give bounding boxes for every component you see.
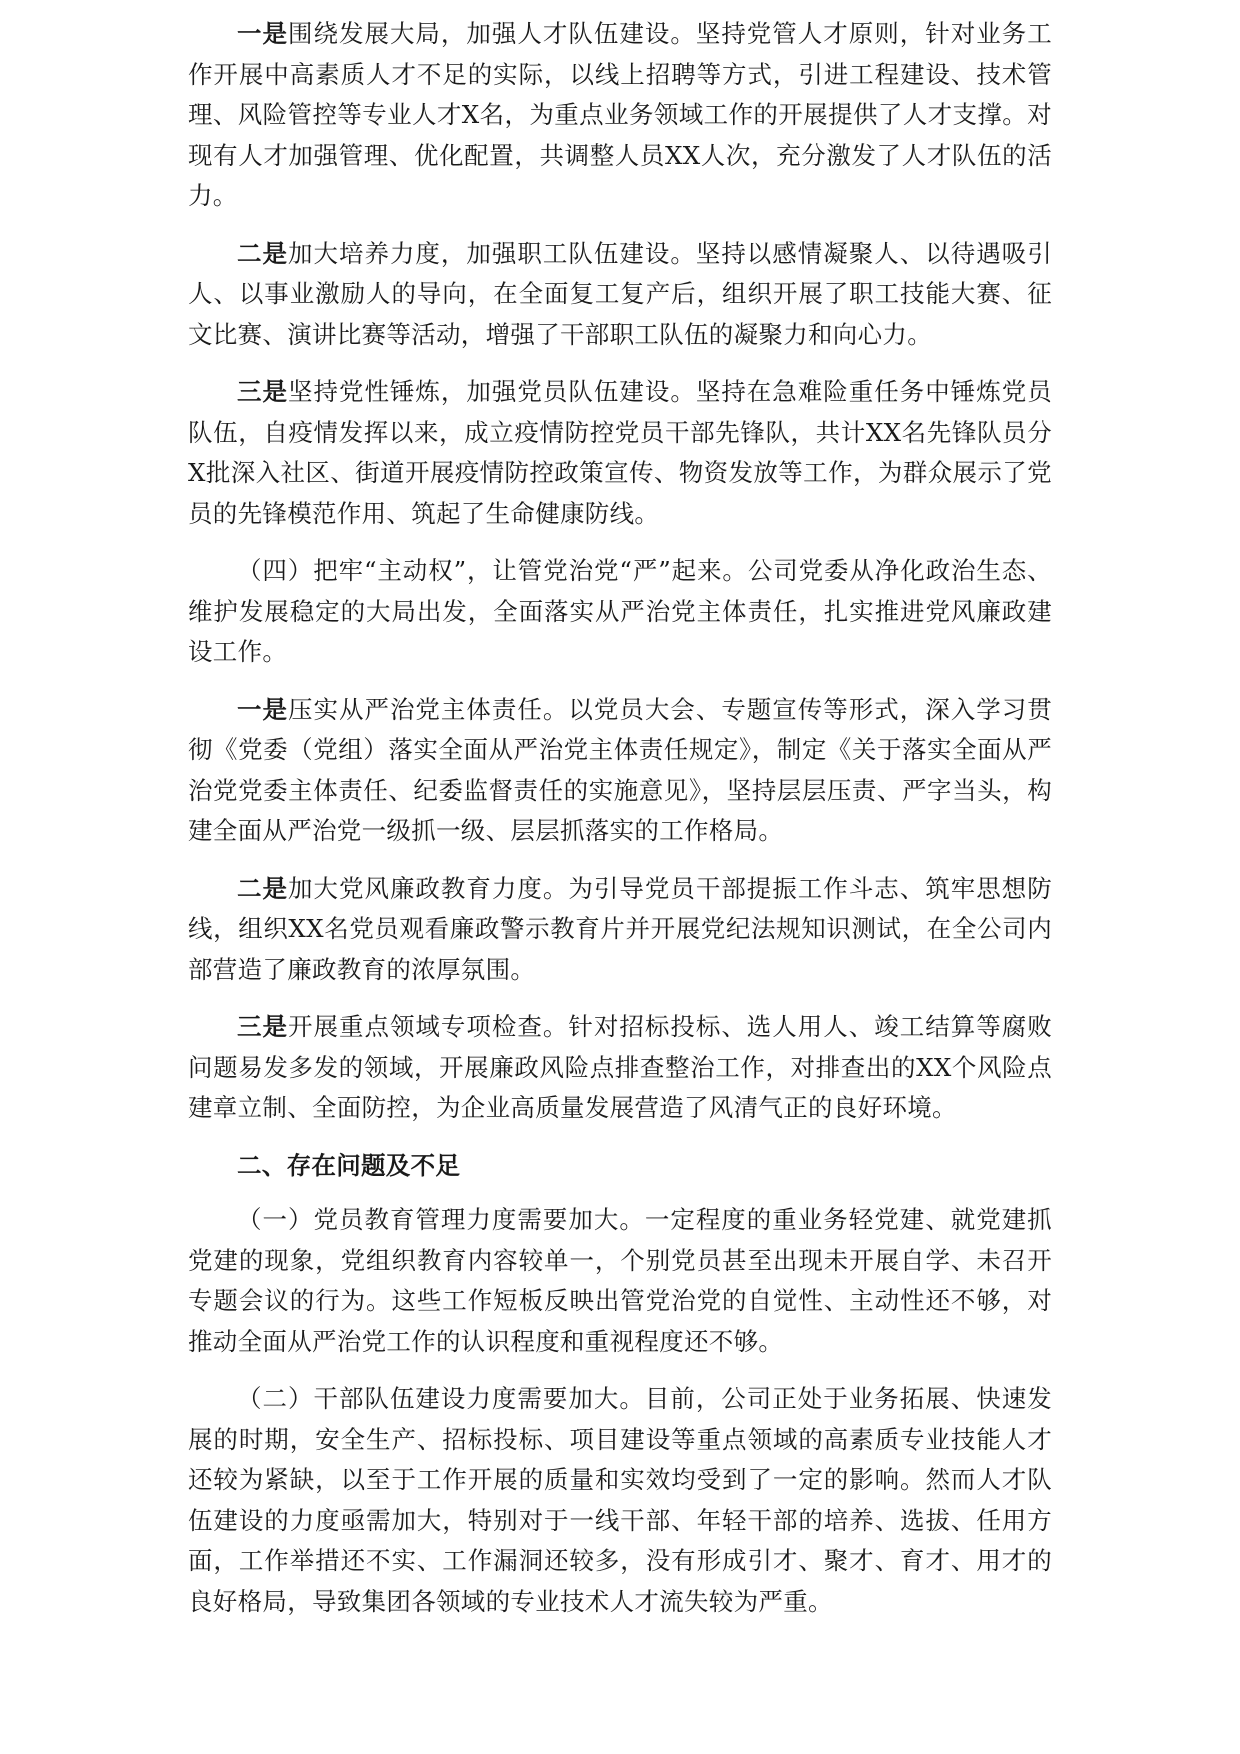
document-page — [188, 14, 1052, 1639]
paragraph-text: （四）把牢“主动权”，让管党治党“严”起来。公司党委从净化政治生态、维护发展稳定的大局出发，全面落实从严治党主体责任，扎实推进党风廉政建设工作。 — [188, 556, 1052, 666]
paragraph-text: 围绕发展大局，加强人才队伍建设。坚持党管人才原则，针对业务工作开展中高素质人才不足的实际，以线上招聘等方式，引进工程建设、技术管理、风险管控等专业人才X名，为重点业务领域工作的开展提供了人才支撑。对现有人才加强管理、优化配置，共调整人员XX人次，充分激发了人才队伍的活力。 — [188, 19, 1052, 210]
paragraph-text: 加大党风廉政教育力度。为引导党员干部提振工作斗志、筑牢思想防线，组织XX名党员观看廉政警示教育片并开展党纪法规知识测试，在全公司内部营造了廉政教育的浓厚氛围。 — [188, 873, 1052, 984]
paragraph-lead: 一是 — [237, 694, 288, 724]
paragraph-integrity-education — [188, 869, 1052, 991]
section-heading: 二、存在问题及不足 — [237, 1150, 461, 1180]
paragraph-lead: 二是 — [237, 873, 288, 903]
paragraph-main-responsibility — [188, 690, 1052, 852]
paragraph-text: 开展重点领域专项检查。针对招标投标、选人用人、竣工结算等腐败问题易发多发的领域，开展廉政风险点排查整治工作，对排查出的XX个风险点建章立制、全面防控，为企业高质量发展营造了风清气正的良好环境。 — [188, 1012, 1052, 1122]
paragraph-problem-education: （一）党员教育管理力度需要加大。一定程度的重业务轻党建、就党建抓党建的现象，党组织教育内容较单一，个别党员甚至出现未开展自学、未召开专题会议的行为。这些工作短板反映出管党治党的自觉性、主动性还不够，对推动全面从严治党工作的认识程度和重视程度还不够。 — [188, 1205, 1052, 1356]
paragraph-lead: 三是 — [237, 377, 288, 406]
paragraph-text: 加大培养力度，加强职工队伍建设。坚持以感情凝聚人、以待遇吸引人、以事业激励人的导向，在全面复工复产后，组织开展了职工技能大赛、征文比赛、演讲比赛等活动，增强了干部职工队伍的凝聚力和向心力。 — [188, 238, 1052, 349]
paragraph-party-member-team — [188, 372, 1052, 534]
paragraph-lead: 一是 — [237, 19, 288, 48]
paragraph-text: 压实从严治党主体责任。以党员大会、专题宣传等形式，深入学习贯彻《党委（党组）落实全面从严治党主体责任规定》，制定《关于落实全面从严治党党委主体责任、纪委监督责任的实施意见》，坚持层层压责、严字当头，构建全面从严治党一级抓一级、层层抓落实的工作格局。 — [188, 694, 1052, 845]
paragraph-problem-cadre: （二）干部队伍建设力度需要加大。目前，公司正处于业务拓展、快速发展的时期，安全生产、招标投标、项目建设等重点领域的高素质专业技能人才还较为紧缺，以至于工作开展的质量和实效均受到了一定的影响。然而人才队伍建设的力度亟需加大，特别对于一线干部、年轻干部的培养、选拔、任用方面，工作举措还不实、工作漏洞还较多，没有形成引才、聚才、育才、用才的良好格局，导致集团各领域的专业技术人才流失较为严重。 — [188, 1384, 1052, 1616]
paragraph-talent-team — [188, 14, 1052, 217]
paragraph-section-four — [188, 551, 1052, 673]
paragraph-staff-team — [188, 234, 1052, 356]
paragraph-lead: 三是 — [237, 1012, 288, 1041]
paragraph-text: 坚持党性锤炼，加强党员队伍建设。坚持在急难险重任务中锤炼党员队伍，自疫情发挥以来，成立疫情防控党员干部先锋队，共计XX名先锋队员分X批深入社区、街道开展疫情防控政策宣传、物资发放等工作，为群众展示了党员的先锋模范作用、筑起了生命健康防线。 — [188, 377, 1052, 528]
paragraph-special-inspection — [188, 1007, 1052, 1129]
paragraph-lead: 二是 — [237, 238, 288, 268]
